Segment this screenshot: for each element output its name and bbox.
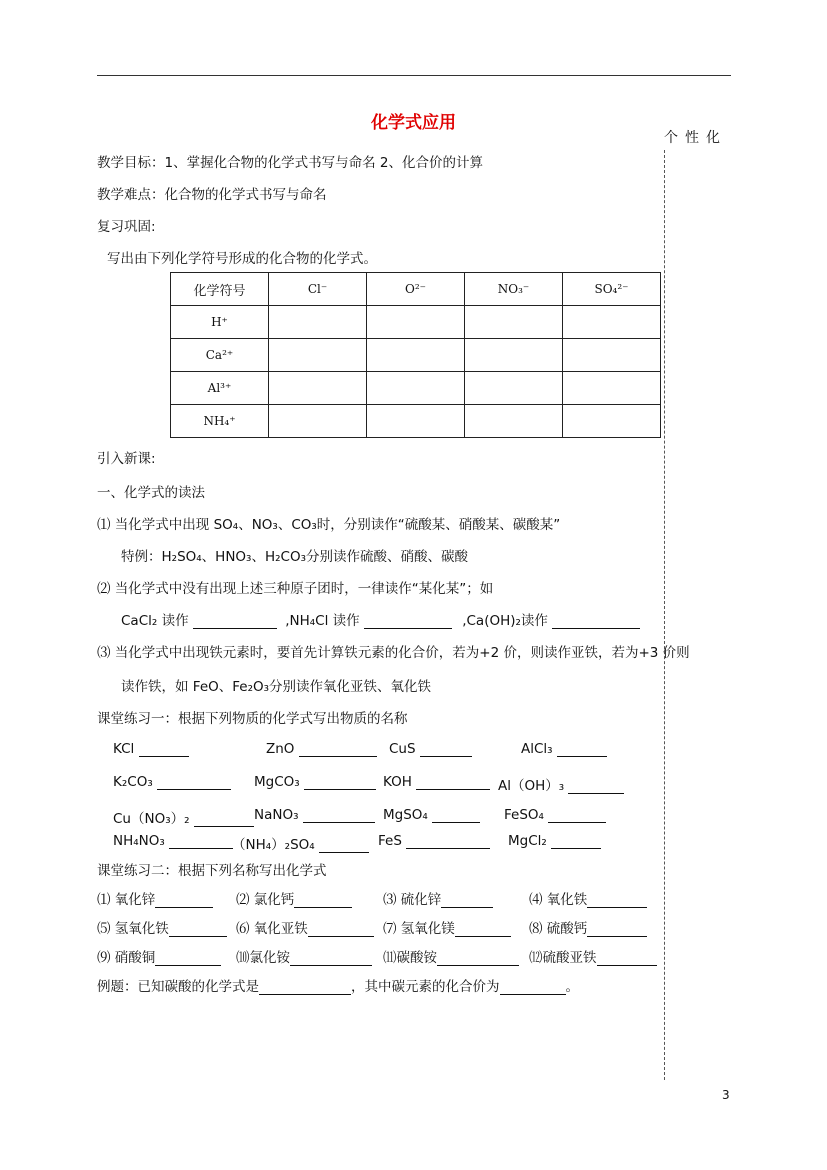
example-text: 。 bbox=[565, 979, 579, 995]
exercise-item bbox=[236, 946, 372, 966]
table-row bbox=[171, 405, 661, 438]
table-row bbox=[171, 306, 661, 339]
name-prompt: ⑸ 氢氧化铁 bbox=[97, 921, 169, 937]
name-prompt: ⑵ 氯化钙 bbox=[236, 892, 295, 908]
table-row bbox=[171, 339, 661, 372]
answer-blank[interactable] bbox=[169, 922, 227, 937]
answer-blank[interactable] bbox=[587, 893, 647, 908]
table-header-cell: SO₄²⁻ bbox=[563, 273, 661, 306]
answer-blank[interactable] bbox=[437, 951, 519, 966]
answer-blank[interactable] bbox=[169, 834, 233, 849]
difficulty: 教学难点：化合物的化学式书写与命名 bbox=[97, 187, 327, 203]
exercise-item bbox=[383, 888, 493, 908]
exercise-item bbox=[378, 833, 490, 849]
rule-1-example: 特例：H₂SO₄、HNO₃、H₂CO₃分别读作硫酸、硝酸、碳酸 bbox=[121, 549, 468, 565]
formula: AlCl₃ bbox=[521, 741, 553, 757]
answer-cell[interactable] bbox=[465, 372, 563, 405]
answer-blank[interactable] bbox=[155, 951, 221, 966]
answer-blank[interactable] bbox=[406, 834, 490, 849]
name-prompt: ⑹ 氧化亚铁 bbox=[236, 921, 308, 937]
answer-cell[interactable] bbox=[367, 306, 465, 339]
exercise-1-title: 课堂练习一：根据下列物质的化学式写出物质的名称 bbox=[97, 711, 408, 727]
name-prompt: ⑴ 氧化锌 bbox=[97, 892, 156, 908]
answer-cell[interactable] bbox=[367, 339, 465, 372]
formula: NH₄NO₃ bbox=[113, 833, 165, 849]
row-label: Ca²⁺ bbox=[171, 339, 269, 372]
answer-blank[interactable] bbox=[155, 893, 213, 908]
answer-cell[interactable] bbox=[563, 405, 661, 438]
review-instruction: 写出由下列化学符号形成的化合物的化学式。 bbox=[107, 251, 377, 267]
exercise-2-title: 课堂练习二：根据下列名称写出化学式 bbox=[97, 863, 327, 879]
rule-2-blanks bbox=[121, 609, 640, 629]
rule-1: ⑴ 当化学式中出现 SO₄、NO₃、CO₃时，分别读作“硫酸某、硝酸某、碳酸某” bbox=[97, 517, 561, 533]
answer-blank[interactable] bbox=[304, 775, 376, 790]
example-text: ，其中碳元素的化合价为 bbox=[351, 979, 500, 995]
blank-prompt: ,Ca(OH)₂读作 bbox=[462, 613, 548, 629]
formula: ZnO bbox=[266, 741, 295, 757]
answer-blank[interactable] bbox=[551, 834, 601, 849]
exercise-item bbox=[97, 888, 213, 908]
exercise-item bbox=[521, 741, 607, 757]
answer-blank[interactable] bbox=[194, 812, 254, 827]
answer-blank[interactable] bbox=[294, 893, 352, 908]
new-lesson-heading: 引入新课: bbox=[97, 451, 156, 467]
page-title: 化学式应用 bbox=[371, 113, 456, 133]
row-label: H⁺ bbox=[171, 306, 269, 339]
answer-blank[interactable] bbox=[308, 922, 374, 937]
answer-cell[interactable] bbox=[563, 339, 661, 372]
answer-blank[interactable] bbox=[364, 614, 452, 629]
formula: KCl bbox=[113, 741, 135, 757]
exercise-item bbox=[498, 774, 624, 794]
blank-prompt: CaCl₂ 读作 bbox=[121, 613, 189, 629]
answer-blank[interactable] bbox=[568, 779, 624, 794]
blank-prompt: ,NH₄Cl 读作 bbox=[285, 613, 360, 629]
exercise-item bbox=[504, 807, 606, 823]
header-rule bbox=[97, 75, 731, 76]
formula: FeS bbox=[378, 833, 402, 849]
formula: MgCO₃ bbox=[254, 774, 300, 790]
answer-cell[interactable] bbox=[563, 372, 661, 405]
formula: （NH₄）₂SO₄ bbox=[232, 837, 315, 853]
answer-cell[interactable] bbox=[269, 372, 367, 405]
section-heading: 一、化学式的读法 bbox=[97, 485, 205, 501]
rule-2: ⑵ 当化学式中没有出现上述三种原子团时，一律读作“某化某”；如 bbox=[97, 581, 494, 597]
answer-blank[interactable] bbox=[500, 980, 566, 995]
formula-table bbox=[170, 272, 661, 438]
answer-blank[interactable] bbox=[193, 614, 277, 629]
formula: Al（OH）₃ bbox=[498, 778, 565, 794]
table-header-cell: Cl⁻ bbox=[269, 273, 367, 306]
rule-3-line-2: 读作铁，如 FeO、Fe₂O₃分别读作氧化亚铁、氧化铁 bbox=[121, 679, 432, 695]
formula: FeSO₄ bbox=[504, 807, 544, 823]
table-header-cell: O²⁻ bbox=[367, 273, 465, 306]
answer-blank[interactable] bbox=[557, 742, 607, 757]
answer-blank[interactable] bbox=[259, 980, 351, 995]
answer-blank[interactable] bbox=[416, 775, 490, 790]
exercise-item bbox=[529, 917, 647, 937]
formula: KOH bbox=[383, 774, 412, 790]
page-number: 3 bbox=[722, 1088, 730, 1102]
name-prompt: ⑻ 硫酸钙 bbox=[529, 921, 588, 937]
exercise-item bbox=[383, 774, 490, 790]
name-prompt: ⑾碳酸铵 bbox=[383, 950, 437, 966]
exercise-item bbox=[383, 946, 519, 966]
row-label: Al³⁺ bbox=[171, 372, 269, 405]
answer-blank[interactable] bbox=[290, 951, 372, 966]
exercise-item bbox=[113, 774, 231, 790]
name-prompt: ⑺ 氢氧化镁 bbox=[383, 921, 455, 937]
exercise-item bbox=[254, 807, 375, 823]
answer-cell[interactable] bbox=[269, 306, 367, 339]
answer-cell[interactable] bbox=[465, 306, 563, 339]
answer-cell[interactable] bbox=[367, 405, 465, 438]
formula: CuS bbox=[389, 741, 416, 757]
exercise-item bbox=[508, 833, 601, 849]
answer-blank[interactable] bbox=[455, 922, 511, 937]
exercise-item bbox=[383, 807, 480, 823]
exercise-item bbox=[266, 741, 377, 757]
margin-divider bbox=[664, 150, 665, 1080]
exercise-item bbox=[97, 917, 227, 937]
name-prompt: ⑽氯化铵 bbox=[236, 950, 290, 966]
answer-blank[interactable] bbox=[319, 838, 369, 853]
exercise-item bbox=[254, 774, 376, 790]
answer-cell[interactable] bbox=[269, 405, 367, 438]
row-label: NH₄⁺ bbox=[171, 405, 269, 438]
table-header-row bbox=[171, 273, 661, 306]
formula: MgCl₂ bbox=[508, 833, 547, 849]
answer-cell[interactable] bbox=[563, 306, 661, 339]
formula: Cu（NO₃）₂ bbox=[113, 811, 190, 827]
answer-blank[interactable] bbox=[420, 742, 472, 757]
name-prompt: ⑼ 硝酸铜 bbox=[97, 950, 156, 966]
name-prompt: ⑷ 氧化铁 bbox=[529, 892, 588, 908]
example-text: 例题：已知碳酸的化学式是 bbox=[97, 979, 259, 995]
answer-blank[interactable] bbox=[299, 742, 377, 757]
exercise-item bbox=[97, 946, 221, 966]
formula: MgSO₄ bbox=[383, 807, 428, 823]
answer-cell[interactable] bbox=[465, 339, 563, 372]
table-header-cell: NO₃⁻ bbox=[465, 273, 563, 306]
side-label: 个性化 bbox=[664, 130, 727, 146]
exercise-item bbox=[389, 741, 472, 757]
exercise-item bbox=[113, 807, 254, 827]
answer-blank[interactable] bbox=[597, 951, 657, 966]
answer-cell[interactable] bbox=[465, 405, 563, 438]
example-question bbox=[97, 975, 579, 995]
answer-blank[interactable] bbox=[432, 808, 480, 823]
exercise-item bbox=[232, 833, 369, 853]
table-row bbox=[171, 372, 661, 405]
exercise-item bbox=[236, 917, 374, 937]
exercise-item bbox=[113, 741, 189, 757]
exercise-item bbox=[529, 888, 647, 908]
review-heading: 复习巩固: bbox=[97, 219, 156, 235]
formula: K₂CO₃ bbox=[113, 774, 153, 790]
answer-blank[interactable] bbox=[552, 614, 640, 629]
answer-blank[interactable] bbox=[548, 808, 606, 823]
answer-blank[interactable] bbox=[587, 922, 647, 937]
exercise-item bbox=[529, 946, 657, 966]
formula: NaNO₃ bbox=[254, 807, 299, 823]
answer-cell[interactable] bbox=[269, 339, 367, 372]
exercise-item bbox=[113, 833, 233, 849]
exercise-item bbox=[383, 917, 511, 937]
answer-blank[interactable] bbox=[157, 775, 231, 790]
name-prompt: ⑶ 硫化锌 bbox=[383, 892, 442, 908]
rule-3-line-1: ⑶ 当化学式中出现铁元素时，要首先计算铁元素的化合价，若为+2 价，则读作亚铁，若为+3 价则 bbox=[97, 645, 690, 661]
name-prompt: ⑿硫酸亚铁 bbox=[529, 950, 597, 966]
answer-blank[interactable] bbox=[139, 742, 189, 757]
exercise-item bbox=[236, 888, 352, 908]
answer-blank[interactable] bbox=[303, 808, 375, 823]
answer-blank[interactable] bbox=[441, 893, 493, 908]
objectives: 教学目标：1、掌握化合物的化学式书写与命名 2、化合价的计算 bbox=[97, 155, 483, 171]
table-header-cell: 化学符号 bbox=[171, 273, 269, 306]
answer-cell[interactable] bbox=[367, 372, 465, 405]
